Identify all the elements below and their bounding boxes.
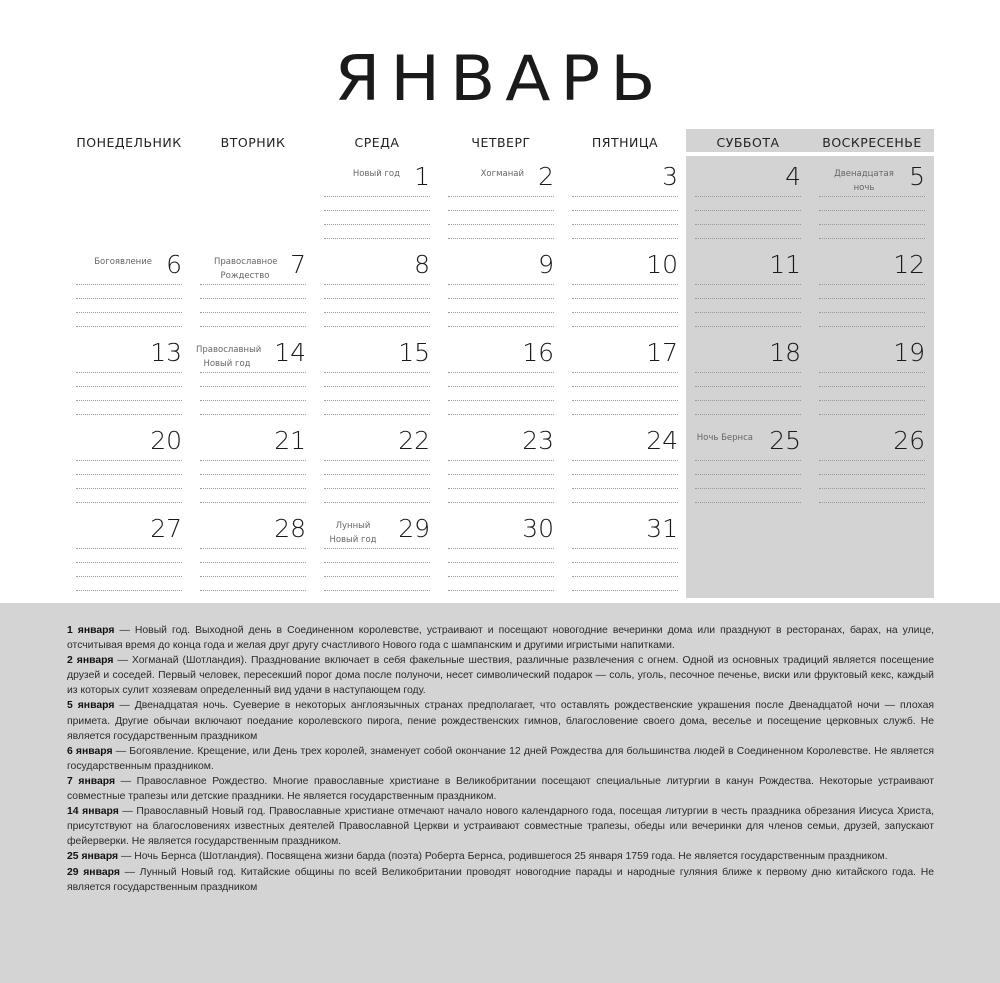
day-cell[interactable]: [324, 246, 430, 334]
note-line: [76, 414, 182, 415]
note-line: [448, 196, 554, 197]
note-line: [448, 562, 554, 563]
day-cell[interactable]: [196, 334, 306, 422]
note-line: [572, 502, 678, 503]
note-line: [572, 326, 678, 327]
note-line: [448, 224, 554, 225]
note-line: [695, 502, 801, 503]
day-cell[interactable]: [324, 158, 430, 246]
note-line: [448, 474, 554, 475]
note-line: [200, 326, 306, 327]
weekday-header: СУББОТА: [716, 135, 780, 150]
day-cell[interactable]: [76, 334, 182, 422]
day-cell[interactable]: [324, 510, 430, 598]
holiday-label: Богоявление: [94, 257, 152, 267]
note-line: [76, 372, 182, 373]
day-cell[interactable]: [76, 510, 182, 598]
note-line: [76, 474, 182, 475]
note-line: [448, 312, 554, 313]
note-date: 14 января: [67, 806, 119, 818]
day-number: 16: [522, 338, 554, 367]
note-line: [200, 400, 306, 401]
note-line: [448, 400, 554, 401]
day-cell[interactable]: [448, 510, 554, 598]
note-line: [695, 488, 801, 489]
note-date: 7 января: [67, 775, 116, 787]
note-line: [448, 414, 554, 415]
note-text: — Православное Рождество. Многие православные христиане в Великобритании посещают специальные литургии в канун Рождества. Некоторые устраивают совместные трапезы или детские праздники. Не является государственным праздником.: [67, 775, 934, 803]
day-number: 27: [150, 514, 182, 543]
day-cell[interactable]: [819, 158, 925, 246]
note-line: [324, 238, 430, 239]
note-line: [695, 284, 801, 285]
note-line: [200, 474, 306, 475]
note-entry: [67, 774, 934, 804]
day-cell[interactable]: [819, 422, 925, 510]
weekday-header: ВТОРНИК: [220, 135, 286, 150]
note-line: [572, 488, 678, 489]
weekday-header: СРЕДА: [354, 135, 400, 150]
day-cell[interactable]: [695, 334, 801, 422]
holiday-notes: [67, 623, 934, 895]
note-text: — Богоявление. Крещение, или День трех королей, знаменует собой окончание 12 дней Рождества для большинства людей в Соединенном Королевстве. Не является государственным праздником.: [67, 745, 934, 772]
note-line: [819, 224, 925, 225]
note-line: [572, 548, 678, 549]
note-line: [572, 372, 678, 373]
note-line: [76, 326, 182, 327]
note-line: [76, 312, 182, 313]
day-cell[interactable]: [695, 422, 801, 510]
note-line: [572, 400, 678, 401]
note-line: [76, 488, 182, 489]
day-cell[interactable]: [76, 246, 182, 334]
day-number: 28: [274, 514, 306, 543]
note-line: [448, 284, 554, 285]
note-line: [448, 590, 554, 591]
note-line: [695, 474, 801, 475]
note-line: [76, 386, 182, 387]
note-line: [200, 562, 306, 563]
weekday-header: ПЯТНИЦА: [591, 135, 659, 150]
note-line: [324, 488, 430, 489]
holiday-label: Православное Рождество: [214, 257, 278, 281]
day-number: 24: [646, 426, 678, 455]
note-text: — Лунный Новый год. Китайские общины по всей Великобритании проводят новогодние парады и народные гуляния ближе к первому дню китайского года. Не является государственным праздником: [67, 866, 934, 893]
note-line: [324, 298, 430, 299]
month-title: ЯНВАРЬ: [334, 41, 666, 116]
day-number: 13: [150, 338, 182, 367]
day-number: 29: [398, 514, 430, 543]
note-text: — Хогманай (Шотландия). Празднование включает в себя факельные шествия, различные развлечения с огнем. Одной из основных традиций является посещение друзей и соседей. Первый человек, пересекший порог дома после полуночи, несет символический подарок — соль, уголь, песочное печенье, виски или фруктовый кекс, каждый из которых сулит хозяевам определенный вид удачи в наступающем году.: [67, 655, 934, 697]
note-line: [324, 576, 430, 577]
note-line: [324, 386, 430, 387]
note-line: [448, 326, 554, 327]
note-line: [572, 386, 678, 387]
note-line: [200, 414, 306, 415]
note-line: [819, 400, 925, 401]
note-line: [448, 210, 554, 211]
day-number: 8: [414, 250, 430, 279]
day-cell[interactable]: [200, 246, 306, 334]
day-number: 19: [893, 338, 925, 367]
note-line: [200, 312, 306, 313]
note-line: [76, 562, 182, 563]
note-line: [695, 400, 801, 401]
day-number: 30: [522, 514, 554, 543]
note-line: [324, 590, 430, 591]
day-number: 26: [893, 426, 925, 455]
holiday-label: Лунный Новый год: [329, 521, 377, 545]
note-line: [572, 298, 678, 299]
day-cell[interactable]: [448, 334, 554, 422]
day-number: 7: [290, 250, 306, 279]
day-cell[interactable]: [695, 246, 801, 334]
note-text: — Новый год. Выходной день в Соединенном королевстве, устраивают и посещают новогодние вечеринки дома или празднуют в ресторанах, барах, на улице, отсчитывая время до конца года и желая друг другу счастливого Нового года с шампанским и другими игристыми напитками.: [67, 625, 934, 652]
note-line: [448, 238, 554, 239]
note-line: [200, 548, 306, 549]
note-line: [819, 488, 925, 489]
note-line: [819, 460, 925, 461]
note-line: [695, 224, 801, 225]
note-line: [572, 284, 678, 285]
note-text: — Ночь Бернса (Шотландия). Посвящена жизни барда (поэта) Роберта Бернса, родившегося 25 января 1759 года. Не является государственным праздником.: [118, 851, 888, 863]
note-line: [572, 590, 678, 591]
note-line: [572, 210, 678, 211]
note-entry: [67, 698, 934, 743]
note-entry: [67, 623, 934, 653]
note-line: [324, 196, 430, 197]
note-date: 29 января: [67, 866, 120, 878]
note-line: [572, 312, 678, 313]
note-line: [695, 414, 801, 415]
day-number: 3: [662, 162, 678, 191]
day-cell[interactable]: [819, 246, 925, 334]
note-line: [695, 210, 801, 211]
note-line: [200, 284, 306, 285]
note-line: [819, 238, 925, 239]
day-cell[interactable]: [76, 422, 182, 510]
note-line: [200, 590, 306, 591]
day-number: 25: [769, 426, 801, 455]
note-line: [448, 488, 554, 489]
note-line: [695, 312, 801, 313]
weekday-header: ВОСКРЕСЕНЬЕ: [822, 135, 922, 150]
note-entry: [67, 804, 934, 849]
note-line: [76, 548, 182, 549]
note-line: [324, 414, 430, 415]
note-line: [324, 224, 430, 225]
day-number: 4: [785, 162, 801, 191]
day-number: 1: [414, 162, 430, 191]
day-number: 23: [522, 426, 554, 455]
note-date: 25 января: [67, 851, 119, 863]
holiday-label: Православный Новый год: [196, 345, 262, 369]
holiday-label: Новый год: [352, 169, 400, 179]
note-line: [324, 312, 430, 313]
day-number: 10: [646, 250, 678, 279]
note-text: — Православный Новый год. Православные христиане отмечают начало нового календарного года, посещая литургии в честь праздника обрезания Иисуса Христа, присутствуют на благословениях известных деятелей Православной Церкви и устраивают совместные трапезы, обеды или вечеринки для членов семьи, друзей, запускают фейерверки. Не является государственным праздником.: [67, 806, 934, 848]
note-line: [819, 284, 925, 285]
note-line: [695, 460, 801, 461]
note-line: [819, 196, 925, 197]
note-line: [572, 224, 678, 225]
holiday-label: Хогманай: [480, 169, 524, 179]
day-number: 18: [769, 338, 801, 367]
day-cell[interactable]: [572, 246, 678, 334]
day-number: 11: [769, 250, 801, 279]
note-line: [572, 238, 678, 239]
note-entry: [67, 653, 934, 698]
note-line: [819, 372, 925, 373]
note-line: [695, 386, 801, 387]
note-date: 6 января: [67, 745, 113, 757]
note-line: [819, 414, 925, 415]
weekday-header: ПОНЕДЕЛЬНИК: [76, 135, 182, 150]
holiday-label: Двенадцатая ночь: [834, 169, 894, 193]
note-line: [76, 298, 182, 299]
note-line: [200, 386, 306, 387]
note-line: [448, 298, 554, 299]
note-line: [324, 284, 430, 285]
note-line: [76, 284, 182, 285]
note-line: [324, 474, 430, 475]
day-number: 20: [150, 426, 182, 455]
day-cell[interactable]: [324, 422, 430, 510]
day-cell[interactable]: [572, 510, 678, 598]
note-line: [76, 576, 182, 577]
note-line: [324, 502, 430, 503]
day-cell[interactable]: [324, 334, 430, 422]
note-entry: [67, 744, 934, 774]
note-line: [819, 474, 925, 475]
note-date: 1 января: [67, 625, 115, 636]
note-line: [76, 400, 182, 401]
note-line: [695, 238, 801, 239]
day-cell[interactable]: [200, 422, 306, 510]
weekday-header: ЧЕТВЕРГ: [471, 135, 531, 150]
note-line: [448, 386, 554, 387]
note-line: [448, 502, 554, 503]
note-line: [572, 460, 678, 461]
note-line: [200, 488, 306, 489]
note-entry: [67, 849, 934, 864]
note-line: [819, 502, 925, 503]
note-line: [572, 474, 678, 475]
note-line: [572, 562, 678, 563]
note-line: [200, 298, 306, 299]
day-number: 9: [538, 250, 554, 279]
note-line: [76, 460, 182, 461]
day-number: 2: [538, 162, 554, 191]
note-line: [819, 298, 925, 299]
note-line: [324, 326, 430, 327]
note-line: [572, 196, 678, 197]
day-number: 21: [274, 426, 306, 455]
day-cell[interactable]: [572, 334, 678, 422]
note-line: [819, 210, 925, 211]
note-line: [572, 576, 678, 577]
day-cell[interactable]: [448, 158, 554, 246]
day-cell[interactable]: [200, 510, 306, 598]
note-line: [695, 298, 801, 299]
note-line: [324, 400, 430, 401]
note-line: [448, 548, 554, 549]
note-line: [76, 502, 182, 503]
note-line: [324, 460, 430, 461]
note-line: [819, 326, 925, 327]
day-number: 5: [909, 162, 925, 191]
day-number: 14: [274, 338, 306, 367]
day-cell[interactable]: [448, 246, 554, 334]
note-line: [695, 196, 801, 197]
day-number: 22: [398, 426, 430, 455]
note-text: — Двенадцатая ночь. Суеверие в некоторых англоязычных странах предполагает, что оставлять рождественские украшения после Двенадцатой ночи — плохая примета. Другие обычаи включают поедание королевского пирога, пение рождественских гимнов, благословение своего дома, веселье и посещение церковных служб. Не является государственным праздником: [67, 700, 934, 742]
note-line: [200, 502, 306, 503]
note-line: [572, 414, 678, 415]
day-cell[interactable]: [572, 158, 678, 246]
day-cell[interactable]: [695, 158, 801, 246]
note-line: [324, 372, 430, 373]
day-cell[interactable]: [819, 334, 925, 422]
note-line: [324, 562, 430, 563]
note-line: [448, 460, 554, 461]
day-number: 31: [646, 514, 678, 543]
note-line: [448, 372, 554, 373]
note-line: [324, 548, 430, 549]
note-date: 5 января: [67, 700, 115, 712]
note-entry: [67, 865, 934, 895]
note-line: [200, 460, 306, 461]
note-line: [695, 326, 801, 327]
note-line: [200, 576, 306, 577]
day-number: 15: [398, 338, 430, 367]
note-line: [819, 386, 925, 387]
note-date: 2 января: [67, 655, 114, 667]
note-line: [819, 312, 925, 313]
holiday-label: Ночь Бернса: [696, 433, 753, 443]
note-line: [200, 372, 306, 373]
note-line: [324, 210, 430, 211]
note-line: [695, 372, 801, 373]
day-number: 17: [646, 338, 678, 367]
day-cell[interactable]: [448, 422, 554, 510]
day-number: 12: [893, 250, 925, 279]
day-number: 6: [166, 250, 182, 279]
note-line: [448, 576, 554, 577]
day-cell[interactable]: [572, 422, 678, 510]
note-line: [76, 590, 182, 591]
